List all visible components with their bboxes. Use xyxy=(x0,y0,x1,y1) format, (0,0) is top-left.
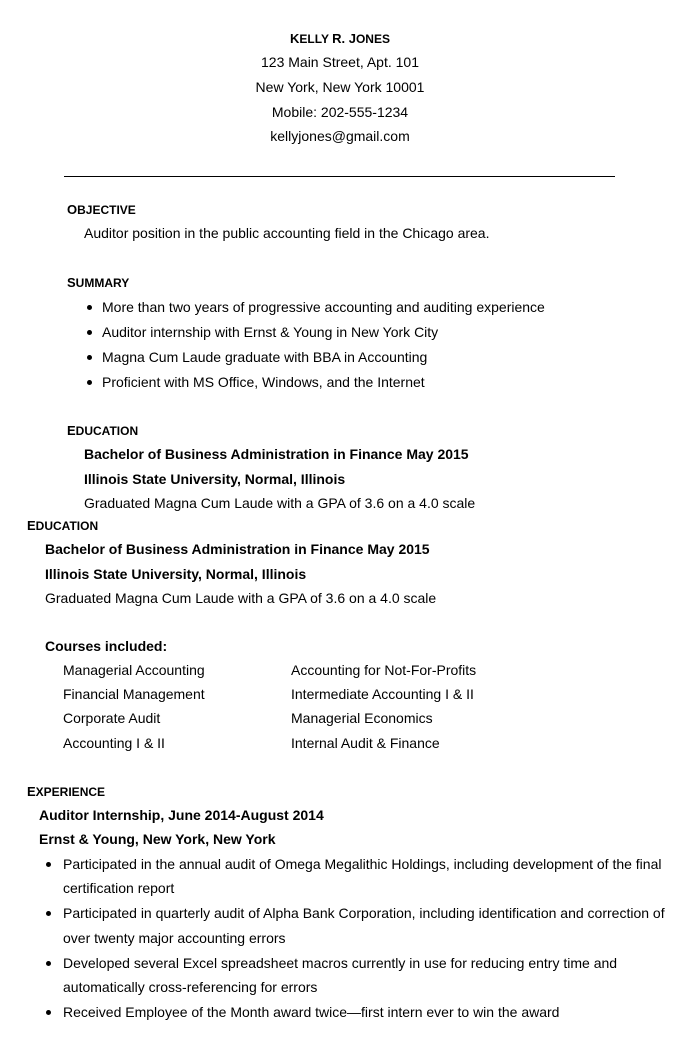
education-degree: Bachelor of Business Administration in Finance May 2015 xyxy=(84,446,469,462)
bullet-icon xyxy=(46,911,51,916)
experience-bullet-line: Participated in the annual audit of Omega Megalithic Holdings, including development of the final xyxy=(63,856,662,872)
experience-bullet-line: over twenty major accounting errors xyxy=(63,930,286,946)
experience-bullet-line: Developed several Excel spreadsheet macros currently in use for reducing entry time and xyxy=(63,955,618,971)
experience-title: Auditor Internship, June 2014-August 2014 xyxy=(39,807,324,823)
bullet-icon xyxy=(46,862,51,867)
objective-text: Auditor position in the public accounting field in the Chicago area. xyxy=(84,225,490,241)
course-item: Managerial Economics xyxy=(291,710,433,726)
education-school: Illinois State University, Normal, Illinois xyxy=(84,471,346,487)
summary-item: More than two years of progressive accounting and auditing experience xyxy=(102,299,545,315)
summary-item: Proficient with MS Office, Windows, and the Internet xyxy=(102,374,425,390)
email-address: kellyjones@gmail.com xyxy=(270,128,410,144)
address-line-1: 123 Main Street, Apt. 101 xyxy=(261,54,419,70)
course-item: Managerial Accounting xyxy=(63,662,205,678)
experience-heading: EXPERIENCE xyxy=(27,784,106,799)
experience-bullet-line: certification report xyxy=(63,880,175,896)
experience-bullet-line: Participated in quarterly audit of Alpha Bank Corporation, including identification and correction of xyxy=(63,905,665,921)
bullet-icon xyxy=(87,330,92,335)
mobile-phone: Mobile: 202-555-1234 xyxy=(271,104,409,120)
courses-label: Courses included: xyxy=(45,638,168,654)
header-divider xyxy=(64,176,615,177)
summary-heading: SUMMARY xyxy=(67,275,130,290)
experience-bullet-line: Received Employee of the Month award twice—first intern ever to win the award xyxy=(63,1004,560,1020)
education-note-2: Graduated Magna Cum Laude with a GPA of 3.6 on a 4.0 scale xyxy=(45,590,437,606)
course-item: Internal Audit & Finance xyxy=(291,735,440,751)
bullet-icon xyxy=(87,305,92,310)
bullet-icon xyxy=(87,380,92,385)
education-degree-2: Bachelor of Business Administration in Finance May 2015 xyxy=(45,541,430,557)
course-item: Corporate Audit xyxy=(63,710,161,726)
experience-company: Ernst & Young, New York, New York xyxy=(39,831,276,847)
resume-name: KELLY R. JONES xyxy=(290,31,390,46)
education-heading: EDUCATION xyxy=(67,423,139,438)
education-heading-2: EDUCATION xyxy=(27,518,99,533)
education-note: Graduated Magna Cum Laude with a GPA of 3.6 on a 4.0 scale xyxy=(84,495,476,511)
summary-item: Auditor internship with Ernst & Young in New York City xyxy=(102,324,439,340)
course-item: Accounting I & II xyxy=(63,735,165,751)
objective-heading: OBJECTIVE xyxy=(67,202,136,217)
address-line-2: New York, New York 10001 xyxy=(255,79,425,95)
summary-item: Magna Cum Laude graduate with BBA in Accounting xyxy=(102,349,428,365)
bullet-icon xyxy=(46,1010,51,1015)
course-item: Intermediate Accounting I & II xyxy=(291,686,474,702)
course-item: Accounting for Not-For-Profits xyxy=(291,662,477,678)
bullet-icon xyxy=(87,355,92,360)
experience-bullet-line: automatically cross-referencing for errors xyxy=(63,979,318,995)
bullet-icon xyxy=(46,961,51,966)
course-item: Financial Management xyxy=(63,686,205,702)
education-school-2: Illinois State University, Normal, Illinois xyxy=(45,566,307,582)
